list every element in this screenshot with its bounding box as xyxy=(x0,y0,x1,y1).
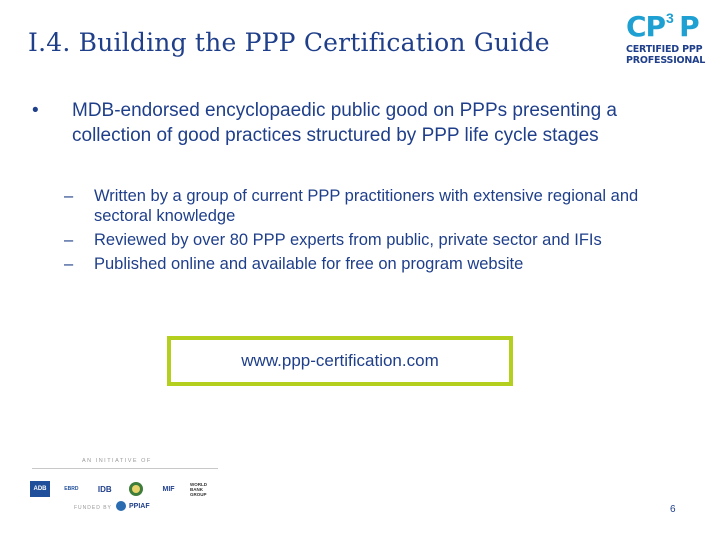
ppiaf-logo xyxy=(116,501,150,511)
ppiaf-text: PPIAF xyxy=(129,502,150,510)
sub-bullet xyxy=(64,254,684,274)
mif-logo: MIF xyxy=(162,485,175,493)
sub-bullet-marker: – xyxy=(64,187,74,205)
sub-bullet xyxy=(64,186,684,226)
sub-bullet-text: Written by a group of current PPP practitioners with extensive regional and sectoral knowledge xyxy=(94,187,639,225)
partner-logos xyxy=(28,458,218,520)
globe-icon xyxy=(116,501,126,511)
sub-bullet-text: Published online and available for free on program website xyxy=(94,255,524,273)
website-link[interactable]: www.ppp-certification.com xyxy=(241,351,439,370)
sub-bullet-text: Reviewed by over 80 PPP experts from public, private sector and IFIs xyxy=(94,231,602,249)
partner-logo-row xyxy=(30,478,218,500)
main-bullet-text: MDB-endorsed encyclopaedic public good on PPPs presenting a collection of good practices structured by PPP life cycle stages xyxy=(72,100,617,146)
isdb-logo xyxy=(125,481,147,497)
initiative-label: AN INITIATIVE OF xyxy=(82,458,152,464)
sub-bullet xyxy=(64,230,684,250)
sub-bullet-list xyxy=(64,186,684,278)
url-box[interactable] xyxy=(167,336,513,386)
sub-bullet-marker: – xyxy=(64,255,74,273)
ebrd-logo: EBRD xyxy=(64,486,79,492)
adb-logo: ADB xyxy=(30,481,50,497)
slide-title: I.4. Building the PPP Certification Guide xyxy=(28,28,550,57)
divider xyxy=(32,468,218,469)
sub-bullet-marker: – xyxy=(64,231,74,249)
cp3p-logo xyxy=(624,12,710,70)
world-bank-logo: WORLD BANK GROUP xyxy=(189,481,207,497)
logo-brand: CP P xyxy=(626,10,699,43)
logo-line2: PROFESSIONAL xyxy=(626,55,706,66)
seal-icon xyxy=(128,481,144,497)
logo-superscript: 3 xyxy=(666,10,674,26)
funded-label: FUNDED BY xyxy=(74,505,112,511)
idb-logo: IDB xyxy=(97,484,112,494)
page-number: 6 xyxy=(670,504,676,515)
logo-line1: CERTIFIED PPP xyxy=(626,44,703,55)
bullet-marker: • xyxy=(32,100,39,121)
